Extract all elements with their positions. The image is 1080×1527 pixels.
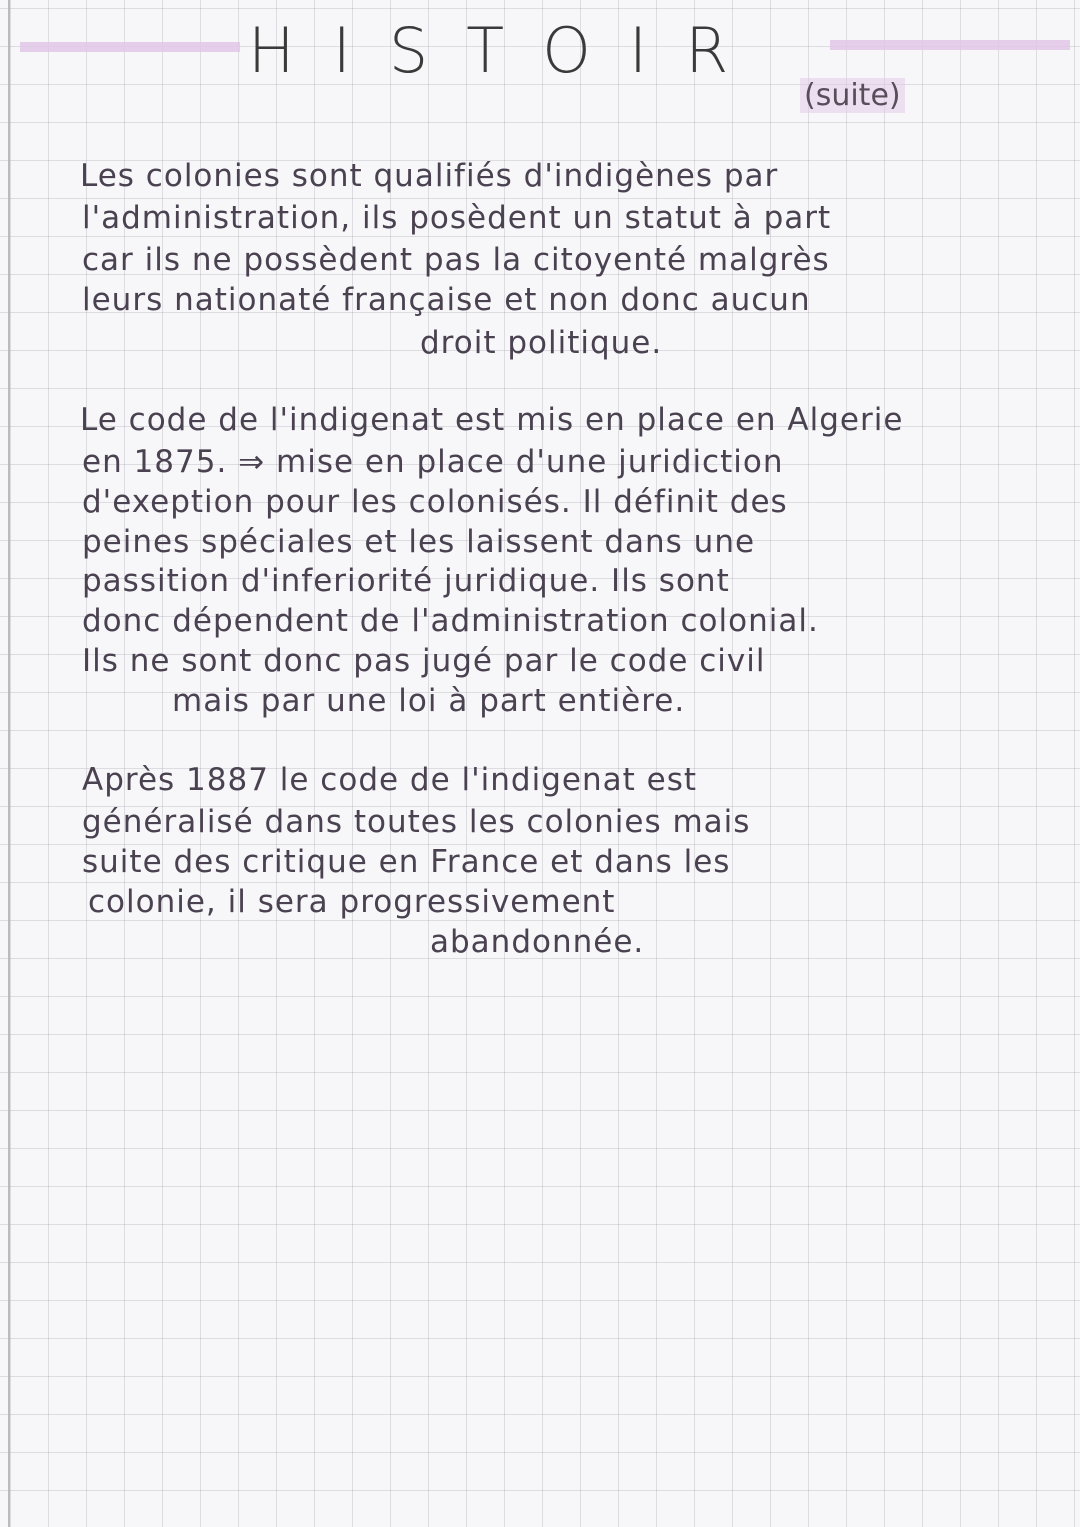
text-line: colonie, il sera progressivement bbox=[88, 884, 616, 920]
text-line: Ils ne sont donc pas jugé par le code civil bbox=[82, 643, 766, 679]
text-line: Après 1887 le code de l'indigenat est bbox=[82, 762, 697, 798]
page-title: HISTOIR bbox=[248, 14, 767, 87]
title-highlight-right bbox=[830, 40, 1070, 50]
text-line: en 1875. ⇒ mise en place d'une juridiction bbox=[82, 444, 784, 480]
text-line: d'exeption pour les colonisés. Il définit des bbox=[82, 484, 788, 520]
page-subtitle: (suite) bbox=[800, 78, 905, 113]
text-line: mais par une loi à part entière. bbox=[172, 683, 686, 719]
page-margin-line bbox=[8, 0, 10, 1527]
text-line: peines spéciales et les laissent dans une bbox=[82, 524, 756, 560]
text-line: passition d'inferiorité juridique. Ils sont bbox=[82, 563, 730, 599]
text-line: abandonnée. bbox=[430, 924, 645, 960]
text-line: car ils ne possèdent pas la citoyenté malgrès bbox=[82, 242, 830, 278]
text-line: leurs nationaté française et non donc aucun bbox=[82, 282, 811, 318]
text-line: Les colonies sont qualifiés d'indigènes par bbox=[80, 158, 779, 194]
text-line: généralisé dans toutes les colonies mais bbox=[82, 804, 751, 840]
text-line: donc dépendent de l'administration colonial. bbox=[82, 603, 819, 639]
text-line: Le code de l'indigenat est mis en place en Algerie bbox=[80, 402, 904, 438]
title-highlight-left bbox=[20, 42, 240, 52]
text-line: suite des critique en France et dans les bbox=[82, 844, 731, 880]
text-line: l'administration, ils posèdent un statut à part bbox=[82, 200, 832, 236]
text-line: droit politique. bbox=[420, 325, 663, 361]
